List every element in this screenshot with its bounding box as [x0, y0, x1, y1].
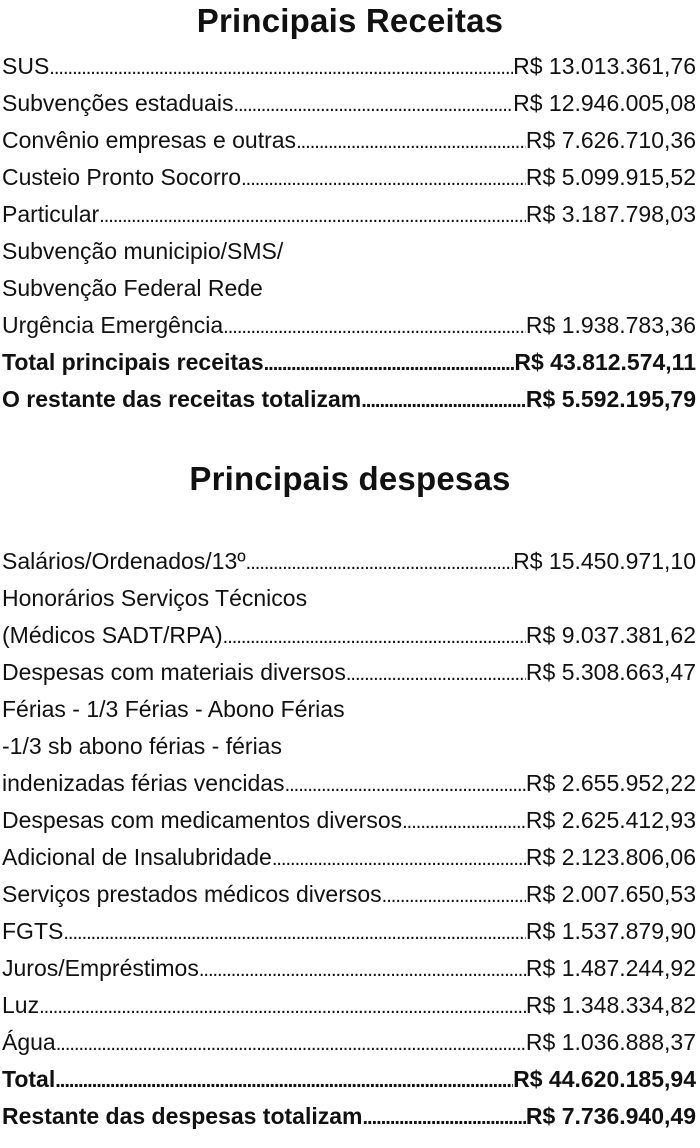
row-label: SUS [2, 53, 50, 79]
dot-leader [402, 806, 526, 838]
despesa-row-juros [2, 952, 696, 984]
despesa-row-agua [2, 1026, 696, 1058]
row-value: R$ 5.308.663,47 [525, 659, 696, 685]
row-value: R$ 1.036.888,37 [525, 1029, 696, 1055]
row-label: Restante das despesas totalizam [2, 1103, 363, 1129]
row-value: R$ 9.037.381,62 [525, 622, 696, 648]
receitas-restante-row [2, 383, 696, 415]
row-label: Custeio Pronto Socorro [2, 164, 242, 190]
row-value: R$ 5.592.195,79 [525, 386, 696, 412]
row-label: Luz [2, 992, 40, 1018]
row-value: R$ 2.655.952,22 [525, 770, 696, 796]
receita-row-convenio [2, 124, 696, 156]
despesas-heading: Principais despesas [189, 460, 511, 497]
row-label: Despesas com medicamentos diversos [2, 807, 403, 833]
row-label: Adicional de Insalubridade [2, 844, 272, 870]
row-label: Serviços prestados médicos diversos [2, 881, 382, 907]
receita-row-particular [2, 198, 696, 230]
dot-leader [55, 1065, 513, 1097]
dot-leader [199, 954, 526, 986]
row-label: Urgência Emergência [2, 312, 224, 338]
dot-leader [285, 769, 526, 801]
despesa-row-luz [2, 989, 696, 1021]
row-value: R$ 5.099.915,52 [525, 164, 696, 190]
despesas-restante-row [2, 1100, 696, 1132]
despesa-row-honorarios [2, 619, 696, 651]
receitas-heading: Principais Receitas [196, 2, 504, 39]
row-value: R$ 1.938.783,36 [525, 312, 696, 338]
row-value: R$ 1.537.879,90 [525, 918, 696, 944]
row-label: Total principais receitas [2, 349, 264, 375]
row-label: Juros/Empréstimos [2, 955, 199, 981]
row-value: R$ 3.187.798,03 [525, 201, 696, 227]
row-value: R$ 13.013.361,76 [513, 53, 696, 79]
dot-leader [56, 1028, 526, 1060]
dot-leader [49, 52, 513, 84]
row-value: R$ 44.620.185,94 [513, 1066, 696, 1092]
row-label: Subvenções estaduais [2, 90, 234, 116]
receita-row-subvencao-line1: Subvenção municipio/SMS/ [2, 238, 284, 264]
dot-leader [233, 89, 513, 121]
row-value: R$ 1.487.244,92 [525, 955, 696, 981]
row-value: R$ 7.626.710,36 [525, 127, 696, 153]
receita-row-urgencia-emergencia [2, 309, 696, 341]
row-value: R$ 2.123.806,06 [525, 844, 696, 870]
dot-leader [223, 621, 526, 653]
dot-leader [223, 311, 526, 343]
row-label: Convênio empresas e outras [2, 127, 297, 153]
row-label: Água [2, 1029, 56, 1055]
row-value: R$ 12.946.005,08 [513, 90, 696, 116]
row-value: R$ 2.007.650,53 [525, 881, 696, 907]
despesa-row-medicamentos [2, 804, 696, 836]
row-value: R$ 43.812.574,11 [514, 349, 696, 375]
row-label: O restante das receitas totalizam [2, 386, 362, 412]
dot-leader [99, 200, 526, 232]
receita-row-subvencao-line2: Subvenção Federal Rede [2, 275, 263, 301]
row-label: FGTS [2, 918, 64, 944]
row-label: indenizadas férias vencidas [2, 770, 285, 796]
dot-leader [246, 547, 513, 579]
despesa-row-ferias [2, 767, 696, 799]
row-value: R$ 15.450.971,10 [513, 548, 696, 574]
dot-leader [272, 843, 526, 875]
dot-leader [382, 880, 526, 912]
row-value: R$ 1.348.334,82 [525, 992, 696, 1018]
dot-leader [264, 348, 515, 380]
row-label: (Médicos SADT/RPA) [2, 622, 223, 648]
despesa-row-materiais [2, 656, 696, 688]
despesa-row-salarios [2, 545, 696, 577]
despesa-row-ferias-line2: -1/3 sb abono férias - férias [2, 733, 282, 759]
row-label: Despesas com materiais diversos [2, 659, 346, 685]
receitas-total-row [2, 346, 696, 378]
despesa-row-fgts [2, 915, 696, 947]
row-label: Total [2, 1066, 56, 1092]
despesa-row-ferias-line1: Férias - 1/3 Férias - Abono Férias [2, 696, 345, 722]
row-label: Particular [2, 201, 100, 227]
dot-leader [63, 917, 526, 949]
despesa-row-insalubridade [2, 841, 696, 873]
despesa-row-servicos-medicos [2, 878, 696, 910]
receita-row-subvencoes-estaduais [2, 87, 696, 119]
receita-row-custeio-pronto-socorro [2, 161, 696, 193]
dot-leader [362, 1102, 525, 1134]
row-label: Salários/Ordenados/13º [2, 548, 246, 574]
dot-leader [39, 991, 526, 1023]
dot-leader [241, 163, 526, 195]
dot-leader [296, 126, 526, 158]
dot-leader [346, 658, 526, 690]
despesas-total-row [2, 1063, 696, 1095]
row-value: R$ 2.625.412,93 [525, 807, 696, 833]
receita-row-sus [2, 50, 696, 82]
row-value: R$ 7.736.940,49 [525, 1103, 696, 1129]
despesa-row-honorarios-line1: Honorários Serviços Técnicos [2, 585, 308, 611]
dot-leader [361, 385, 526, 417]
